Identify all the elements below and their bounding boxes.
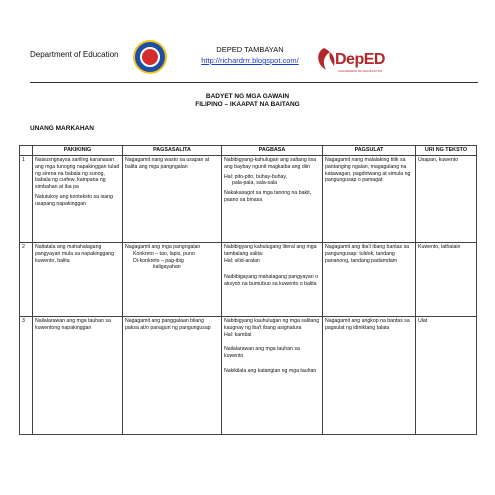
header-pagsulat: PAGSULAT — [323, 146, 416, 156]
seal-center-icon — [140, 47, 160, 67]
cell-text: Nagagamit ang panggalaan bilang paksa at/o panaguri ng pangungusap — [125, 318, 211, 331]
header-pagbasa: PAGBASA — [222, 146, 323, 156]
cell-text: Hal: pito-pito, buhay-buhay, — [224, 173, 288, 180]
center-name: DEPED TAMBAYAN — [216, 45, 284, 54]
cell-pagsasalita — [123, 243, 222, 317]
cell-text: Konkreto – tao, lapis, puno — [133, 250, 195, 257]
header-pakikinig: PAKIKINIG — [33, 146, 123, 156]
cell-text: Hal: silid-aralan — [224, 257, 260, 264]
center-heading — [180, 45, 320, 65]
header-divider — [30, 82, 478, 83]
cell-pagsulat — [323, 156, 416, 243]
cell-text: kaligayahan — [153, 264, 181, 271]
table-row — [20, 156, 477, 243]
cell-pagsulat — [323, 317, 416, 435]
cell-text: Hal: kambal — [224, 331, 252, 338]
table-row — [20, 317, 477, 435]
cell-text: Nakikilala ang katangian ng mga tauhan — [224, 367, 317, 374]
cell-text: Nagagamit ang angkop na bantas sa pagsulat ng idiniktang talata — [325, 318, 410, 331]
header-num — [20, 146, 33, 156]
cell-uri-ng-teksto: Kuwento, lathalain — [416, 243, 477, 317]
cell-text: Nagagamit nang wasto sa usapan at balita ang mga pangngalan — [125, 157, 210, 170]
cell-pakikinig — [33, 156, 123, 243]
deped-wordmark-subtext: KAGAWARAN NG EDUKASYON — [338, 69, 383, 73]
department-label: Department of Education — [30, 50, 119, 59]
document-subtitle: FILIPINO – IKAAPAT NA BAITANG — [195, 101, 300, 108]
header-uri-ng-teksto: URI NG TEKSTO — [416, 146, 477, 156]
cell-text: Nagagamit nang malalaking titik sa pantanging ngalan, magagalang na katawagan, pagdiriwang at simula ng pangungusap o pamagat — [325, 157, 411, 184]
cell-pagsulat — [323, 243, 416, 317]
cell-text: Naitatala ang mahahalagang pangyayari mula sa napakinggang kuwento, balita — [35, 244, 115, 264]
cell-pagsasalita — [123, 317, 222, 435]
cell-text: Nailalarawan ang mga tauhan sa kuwento — [224, 346, 300, 360]
cell-pagbasa — [222, 243, 323, 317]
deped-wordmark: DepED — [335, 51, 385, 68]
quarter-label: UNANG MARKAHAN — [30, 125, 94, 132]
cell-text: Naibibigayang mahalagang pangyayari o aksyon na bumubuo sa kuwento o balita — [224, 274, 319, 288]
document-title: BADYET NG MGA GAWAIN — [205, 93, 290, 100]
row-number: 2 — [20, 243, 33, 317]
cell-text: Nailalarawan ang mga tauhan sa kuwentong napakinggan — [35, 318, 111, 331]
cell-text: pala-pala, sala-sala — [232, 180, 277, 187]
deped-seal-logo — [133, 40, 167, 74]
center-url-link[interactable]: http://richardrrr.blogspot.com/ — [201, 56, 299, 65]
cell-pagbasa — [222, 317, 323, 435]
cell-text: Natutukoy ang konteksto sa isang usapang napakinggan — [35, 193, 113, 207]
cell-pagbasa — [222, 156, 323, 243]
table-header-row — [20, 146, 477, 156]
row-number: 3 — [20, 317, 33, 435]
budget-table — [19, 145, 477, 435]
cell-text: Nagagamit ang iba't ibang bantas sa pangungusap: tuldok, tandang pananong, tandang padamdam — [325, 244, 410, 264]
cell-text: Nabibigyang kahulugang literal ang mga tambalang salita: — [224, 244, 317, 257]
row-number: 1 — [20, 156, 33, 243]
cell-pakikinig — [33, 317, 123, 435]
cell-text: Nabibigyang kauhulugan ng mga salitang kaugnay ng iba't ibang asignatura — [224, 318, 320, 331]
cell-pagsasalita — [123, 156, 222, 243]
cell-uri-ng-teksto: Ulat — [416, 317, 477, 435]
header-pagsasalita: PAGSASALITA — [123, 146, 222, 156]
cell-text: Nakakasagot sa mga tanong na bakit, paano sa binasa — [224, 190, 312, 203]
cell-text: Nabibigyang-kahulugan ang saltang iisa ang baybay ngunit magkaiba ang diin — [224, 157, 316, 170]
cell-text: Naisusngnaysa sariling karanasan ang mga tunogng napakinggan tulad ng sirena na babala ng sunog, babala ng curfew, kampana ng simbahan at iba pa — [35, 157, 120, 191]
table-row — [20, 243, 477, 317]
cell-text: Nagagamit ang mga pangngalan — [125, 244, 201, 251]
cell-text: Di-konkreto – pag-ibig — [133, 257, 184, 264]
cell-pakikinig — [33, 243, 123, 317]
cell-uri-ng-teksto: Usapan, kuwento — [416, 156, 477, 243]
